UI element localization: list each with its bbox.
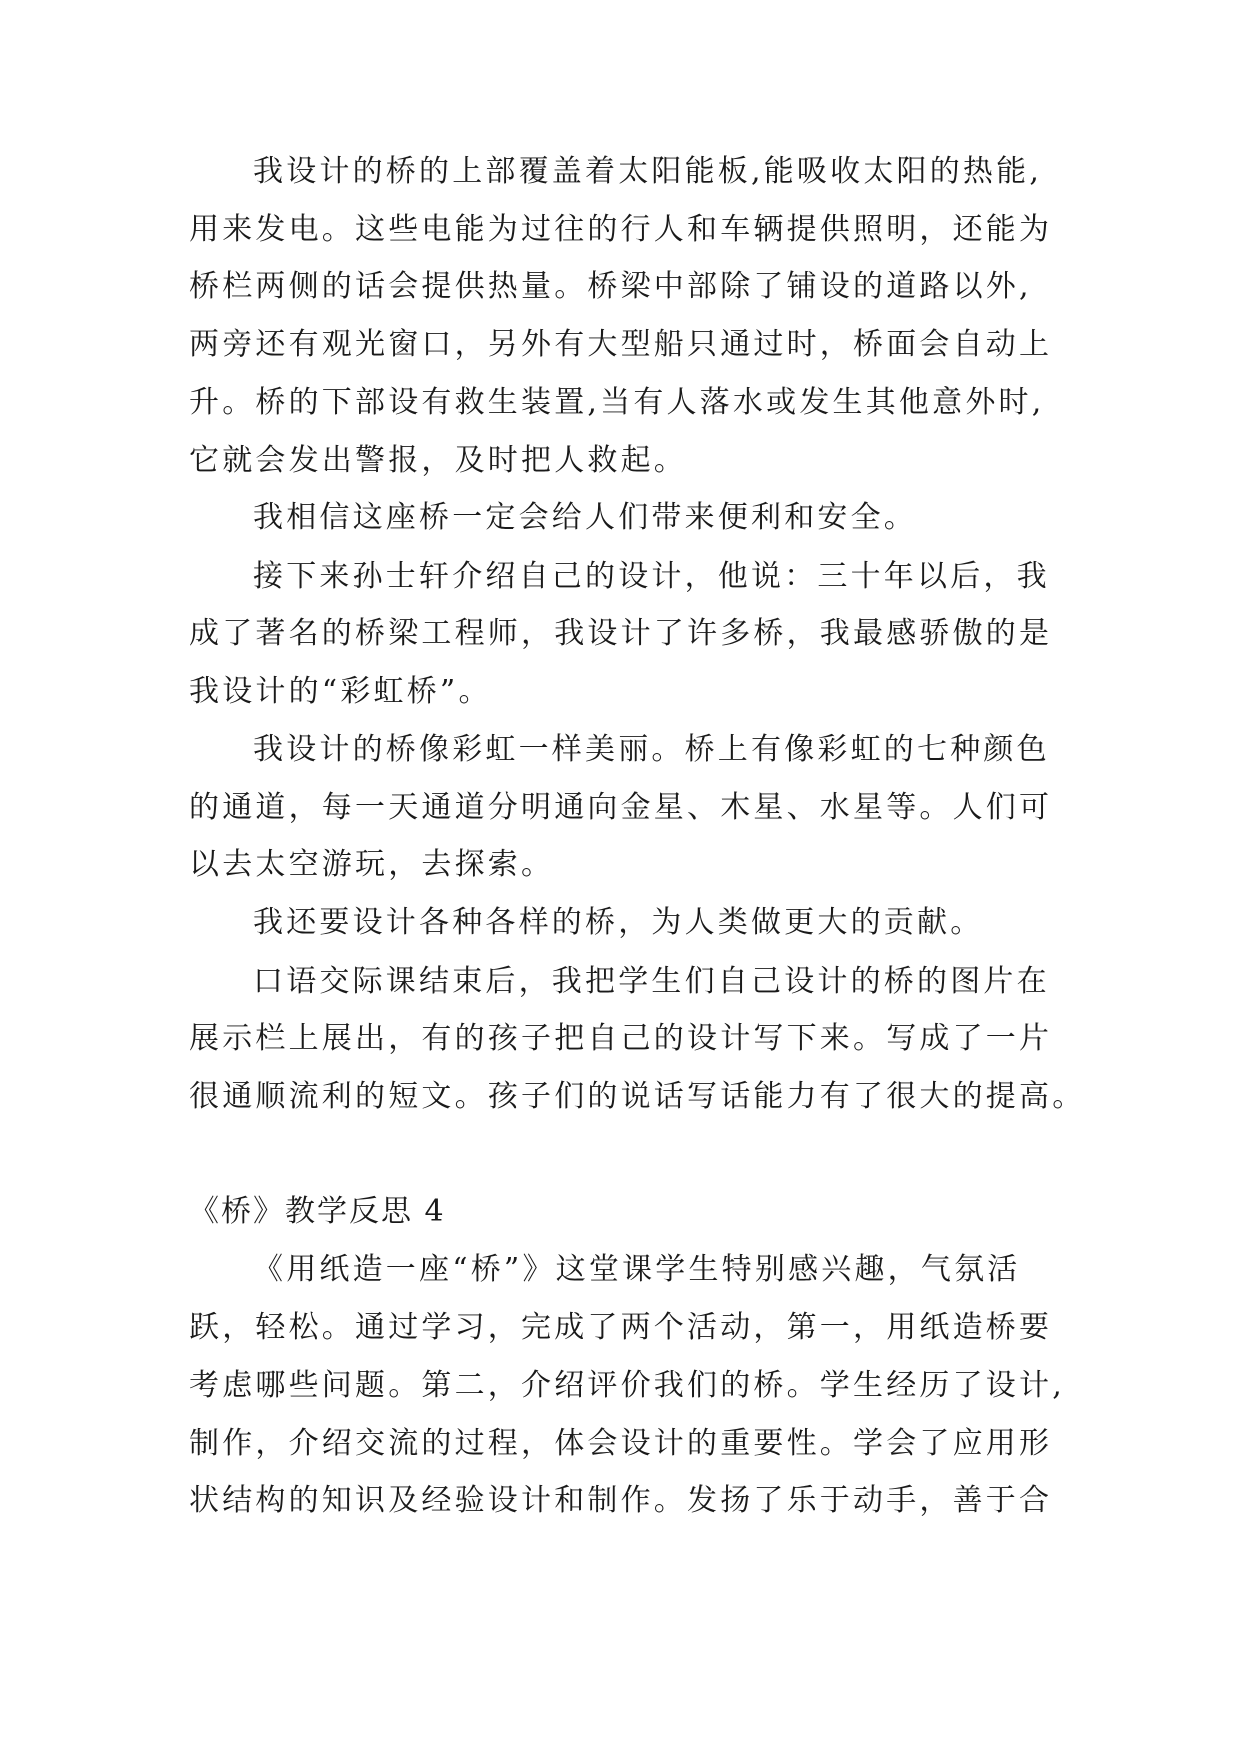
paragraph-line: 我设计的桥像彩虹一样美丽。桥上有像彩虹的七种颜色 [253,732,1050,767]
paragraph-line: 接下来孙士轩介绍自己的设计，他说：三十年以后，我 [253,559,1050,594]
paragraph-line: 以去太空游玩，去探索。 [189,847,555,882]
paragraph-line: 成了著名的桥梁工程师，我设计了许多桥，我最感骄傲的是 [189,616,1053,651]
paragraph-line: 考虑哪些问题。第二，介绍评价我们的桥。学生经历了设计, [189,1368,1065,1403]
paragraph-line: 我还要设计各种各样的桥，为人类做更大的贡献。 [253,905,984,940]
paragraph-line: 用来发电。这些电能为过往的行人和车辆提供照明，还能为 [189,212,1053,247]
paragraph-line: 我设计的桥的上部覆盖着太阳能板,能吸收太阳的热能, [253,154,1043,189]
paragraph-line: 它就会发出警报，及时把人救起。 [189,443,687,478]
paragraph-line: 我相信这座桥一定会给人们带来便利和安全。 [253,500,917,535]
paragraph-line: 两旁还有观光窗口，另外有大型船只通过时，桥面会自动上 [189,327,1053,362]
paragraph-line: 的通道，每一天通道分明通向金星、木星、水星等。人们可 [189,790,1053,825]
paragraph-line: 很通顺流利的短文。孩子们的说话写话能力有了很大的提高。 [189,1079,1086,1114]
section-heading: 《桥》教学反思 4 [189,1194,446,1229]
paragraph-line: 口语交际课结束后，我把学生们自己设计的桥的图片在 [253,964,1050,999]
paragraph-line: 展示栏上展出，有的孩子把自己的设计写下来。写成了一片 [189,1021,1053,1056]
paragraph-line: 制作，介绍交流的过程，体会设计的重要性。学会了应用形 [189,1426,1053,1461]
paragraph-line: 《用纸造一座“桥”》这堂课学生特别感兴趣，气氛活 [253,1252,1021,1287]
paragraph-line: 桥栏两侧的话会提供热量。桥梁中部除了铺设的道路以外, [189,269,1032,304]
paragraph-line: 我设计的“彩虹桥”。 [189,674,492,709]
paragraph-line: 跃，轻松。通过学习，完成了两个活动，第一，用纸造桥要 [189,1310,1053,1345]
paragraph-line: 状结构的知识及经验设计和制作。发扬了乐于动手，善于合 [189,1483,1053,1518]
paragraph-line: 升。桥的下部设有救生装置,当有人落水或发生其他意外时, [189,385,1045,420]
